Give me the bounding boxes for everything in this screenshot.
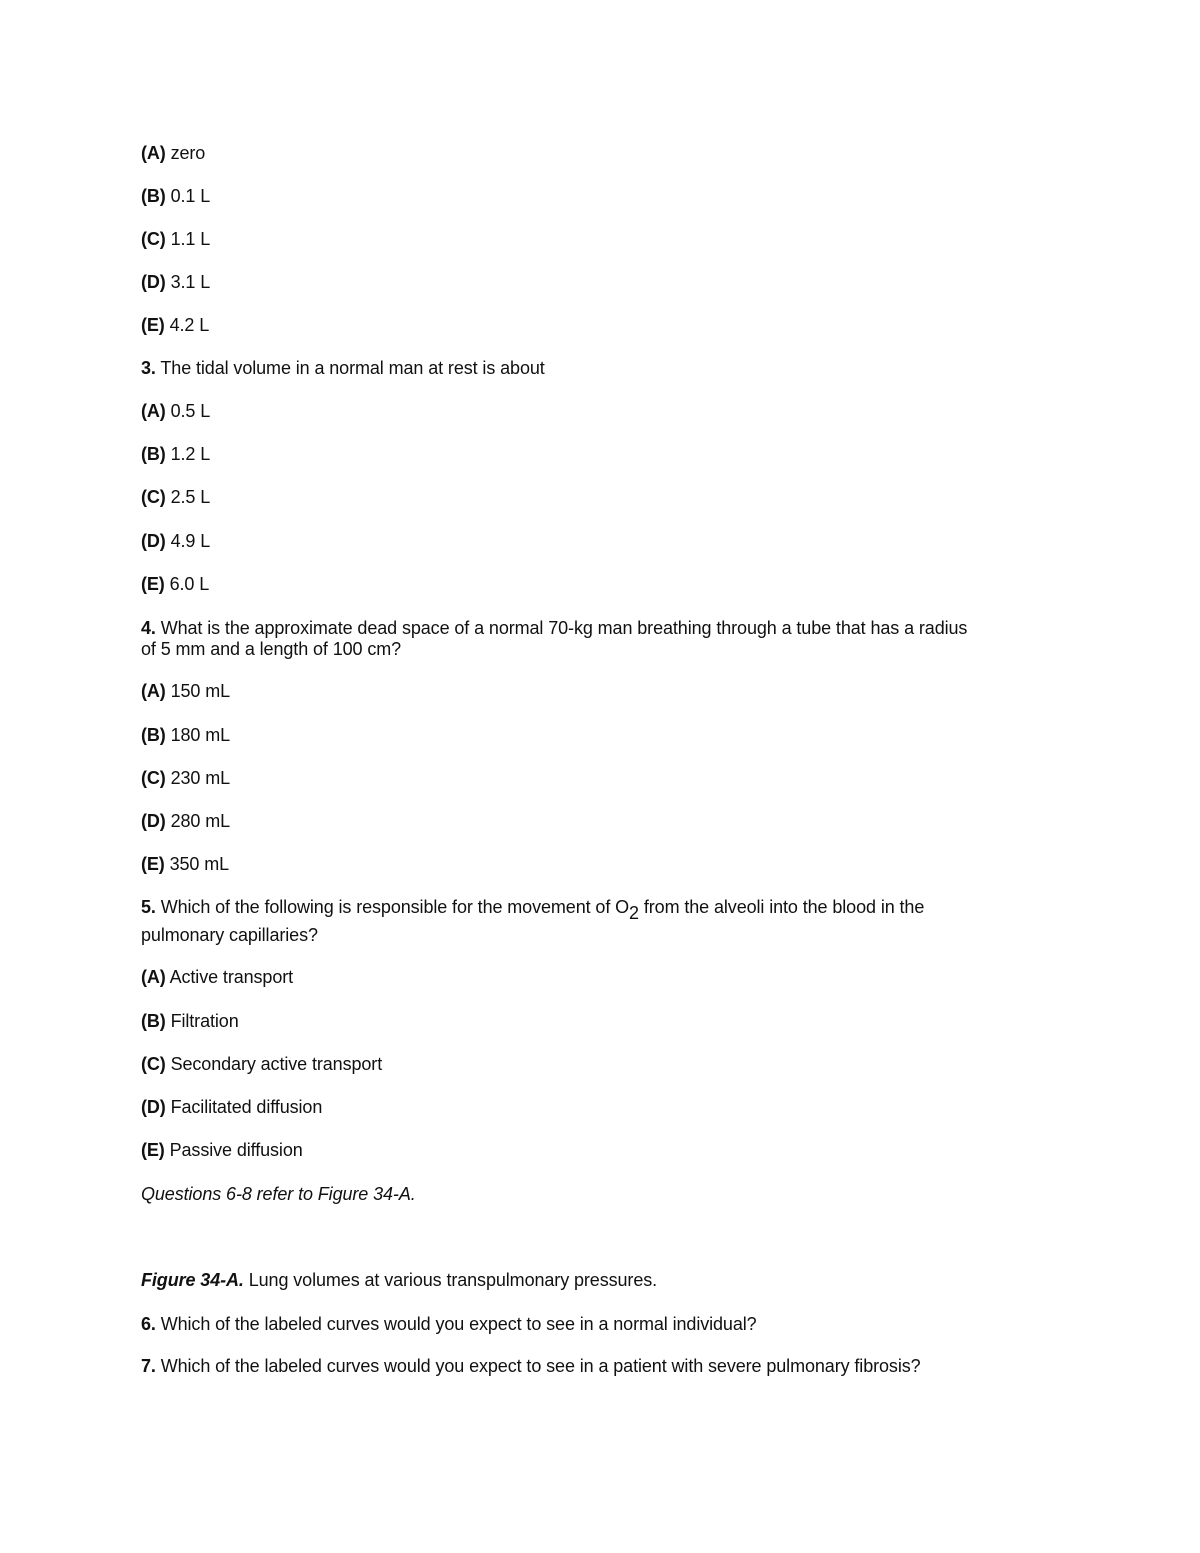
q2-option-e: (E) 4.2 L [141, 315, 210, 335]
q4-option-d: (D) 280 mL [141, 811, 231, 831]
q7-stem: 7. Which of the labeled curves would you expect to see in a patient with severe pulmonary fibrosis? [141, 1356, 921, 1376]
q4-stem-line2: of 5 mm and a length of 100 cm? [141, 639, 402, 659]
q3-option-d: (D) 4.9 L [141, 531, 211, 551]
figure-caption: Figure 34-A. Lung volumes at various transpulmonary pressures. [141, 1270, 658, 1290]
questions-reference: Questions 6-8 refer to Figure 34-A. [141, 1184, 416, 1204]
q3-option-b: (B) 1.2 L [141, 444, 211, 464]
q5-option-d: (D) Facilitated diffusion [141, 1097, 323, 1117]
q4-stem-line1: 4. What is the approximate dead space of a normal 70-kg man breathing through a tube that has a radius [141, 618, 968, 638]
q3-option-a: (A) 0.5 L [141, 401, 211, 421]
q2-option-c: (C) 1.1 L [141, 229, 211, 249]
q4-option-e: (E) 350 mL [141, 854, 230, 874]
q2-option-d: (D) 3.1 L [141, 272, 211, 292]
q3-stem: 3. The tidal volume in a normal man at rest is about [141, 358, 545, 378]
q6-stem: 6. Which of the labeled curves would you expect to see in a normal individual? [141, 1314, 757, 1334]
subscript: 2 [629, 903, 639, 923]
q5-option-a: (A) Active transport [141, 967, 294, 987]
q4-option-a: (A) 150 mL [141, 681, 231, 701]
q2-option-a: (A) zero [141, 143, 206, 163]
q3-option-c: (C) 2.5 L [141, 487, 211, 507]
q5-stem-line1: 5. Which of the following is responsible for the movement of $O_2$ from the alveoli into the blood in the [141, 897, 925, 923]
q5-option-b: (B) Filtration [141, 1011, 239, 1031]
q2-option-b: (B) 0.1 L [141, 186, 211, 206]
q3-option-e: (E) 6.0 L [141, 574, 210, 594]
q5-stem-line2: pulmonary capillaries? [141, 925, 318, 945]
q5-option-c: (C) Secondary active transport [141, 1054, 383, 1074]
q5-option-e: (E) Passive diffusion [141, 1140, 303, 1160]
q4-option-c: (C) 230 mL [141, 768, 231, 788]
q4-option-b: (B) 180 mL [141, 725, 231, 745]
